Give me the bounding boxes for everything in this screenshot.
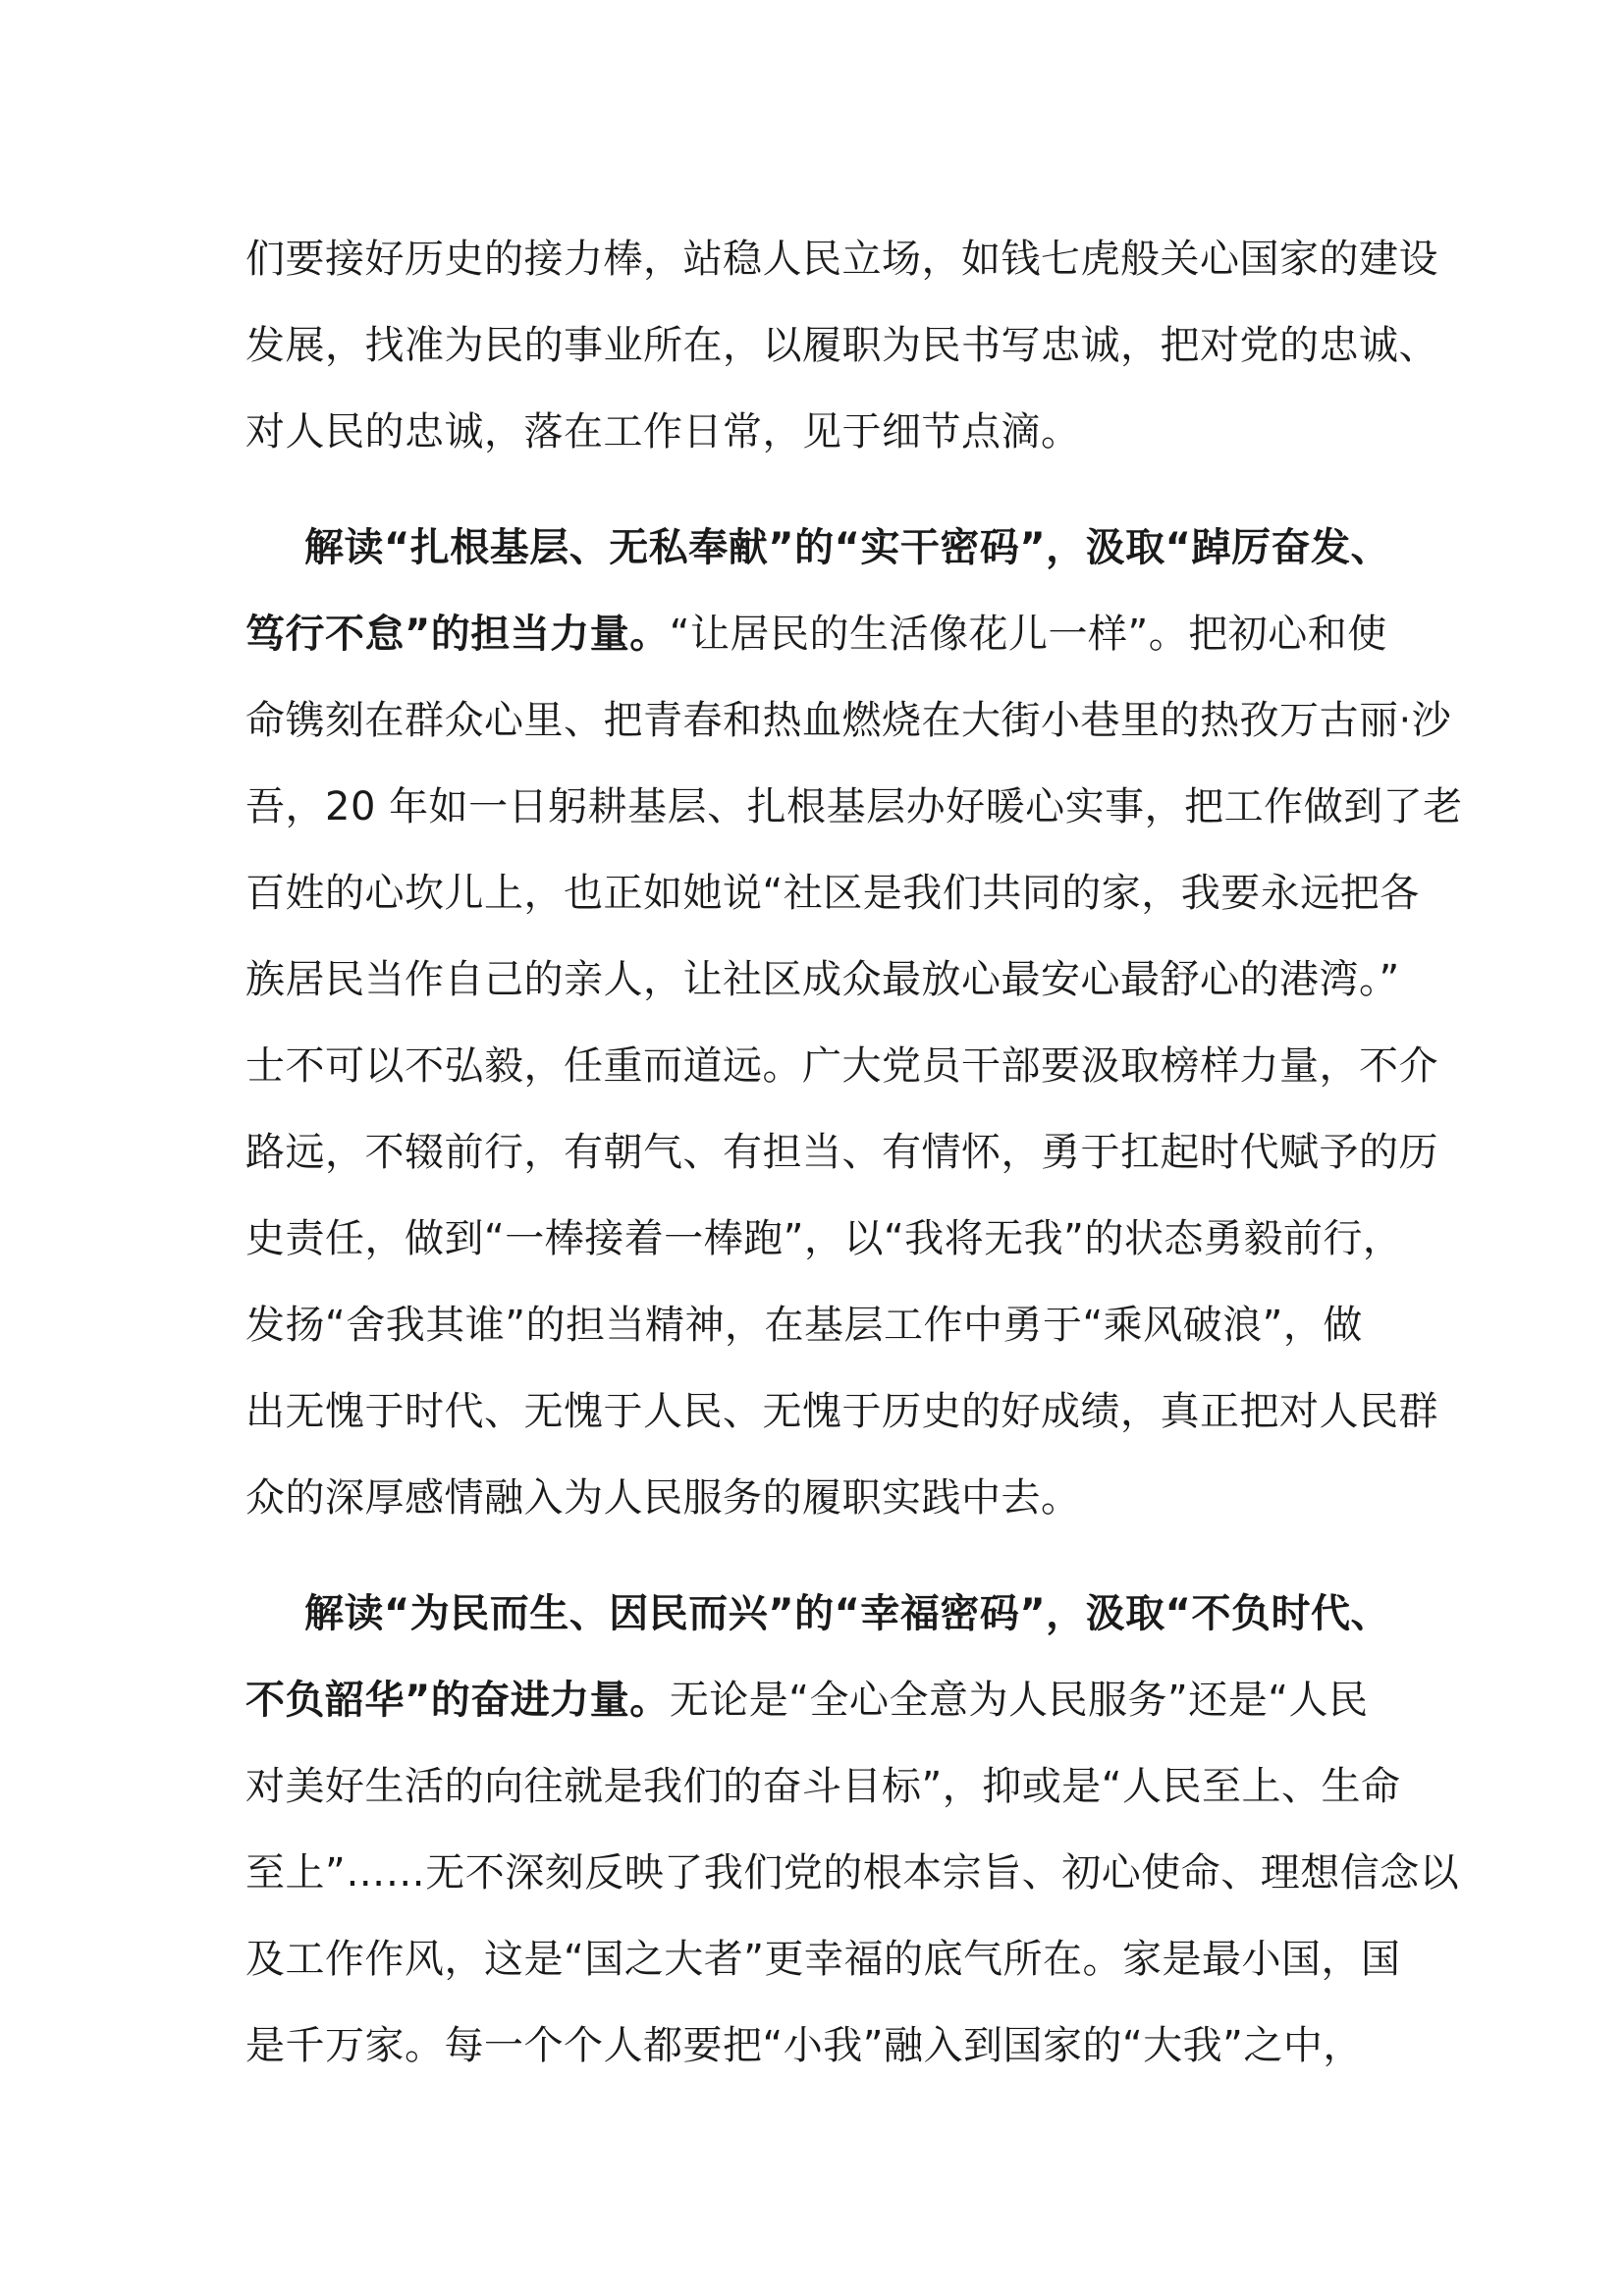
text-line <box>245 1109 1438 1196</box>
text-run: 无论是“全心全意为人民服务”还是“人民 <box>669 1678 1369 1723</box>
paragraph-3 <box>245 1571 1460 2089</box>
text-line <box>245 591 1394 677</box>
text-run: 史责任，做到“一棒接着一棒跑”，以“我将无我”的状态勇毅前行， <box>245 1216 1403 1261</box>
text-run: 对美好生活的向往就是我们的奋斗目标”，抑或是“人民至上、生命 <box>245 1764 1401 1809</box>
text-run: 出无愧于时代、无愧于人民、无愧于历史的好成绩，真正把对人民群 <box>245 1389 1438 1434</box>
text-line <box>245 1571 1394 1657</box>
text-run: 发展，找准为民的事业所在，以履职为民书写忠诚，把对党的忠诚、 <box>245 323 1438 368</box>
text-run: 对人民的忠诚，落在工作日常，见于细节点滴。 <box>245 409 1081 454</box>
text-line <box>245 1830 1460 1916</box>
text-run: 吾，20 年如一日躬耕基层、扎根基层办好暖心实事，把工作做到了老 <box>245 784 1463 829</box>
text-line <box>245 1657 1394 1743</box>
text-line <box>245 1368 1438 1455</box>
text-run: 命镌刻在群众心里、把青春和热血燃烧在大街小巷里的热孜万古丽·沙 <box>245 698 1452 743</box>
bold-heading-run: 笃行不怠”的担当力量。 <box>245 612 670 657</box>
text-run: 族居民当作自己的亲人，让社区成众最放心最安心最舒心的港湾。” <box>245 957 1400 1002</box>
text-line <box>245 302 1438 389</box>
text-run: 至上”……无不深刻反映了我们党的根本宗旨、初心使命、理想信念以 <box>245 1850 1460 1896</box>
bold-heading-run: 解读“扎根基层、无私奉献”的“实干密码”，汲取“踔厉奋发、 <box>304 525 1390 570</box>
text-line <box>245 389 1394 475</box>
text-line <box>245 1196 1403 1282</box>
paragraph-1 <box>245 216 1438 475</box>
text-line <box>245 1916 1401 2002</box>
text-line <box>245 1282 1394 1368</box>
text-line <box>245 1023 1438 1109</box>
text-run: 们要接好历史的接力棒，站稳人民立场，如钱七虎般关心国家的建设 <box>245 237 1438 282</box>
paragraph-2 <box>245 505 1463 1541</box>
text-run: 是千万家。每一个个人都要把“小我”融入到国家的“大我”之中， <box>245 2023 1363 2068</box>
text-line <box>245 936 1400 1023</box>
text-run: 众的深厚感情融入为人民服务的履职实践中去。 <box>245 1475 1081 1521</box>
text-run: 路远，不辍前行，有朝气、有担当、有情怀，勇于扛起时代赋予的历 <box>245 1130 1438 1175</box>
text-run: 百姓的心坎儿上，也正如她说“社区是我们共同的家，我要永远把各 <box>245 871 1420 916</box>
text-line <box>245 2002 1394 2089</box>
text-line <box>245 505 1394 591</box>
text-line <box>245 764 1463 850</box>
text-run: 士不可以不弘毅，任重而道远。广大党员干部要汲取榜样力量，不介 <box>245 1043 1438 1089</box>
bold-heading-run: 不负韶华”的奋进力量。 <box>245 1678 670 1723</box>
text-line <box>245 216 1438 302</box>
text-run: 发扬“舍我其谁”的担当精神，在基层工作中勇于“乘风破浪”，做 <box>245 1303 1363 1348</box>
text-line <box>245 850 1420 936</box>
text-run: 及工作作风，这是“国之大者”更幸福的底气所在。家是最小国，国 <box>245 1937 1401 1982</box>
document-page <box>245 216 1463 2089</box>
text-line <box>245 1743 1401 1830</box>
bold-heading-run: 解读“为民而生、因民而兴”的“幸福密码”，汲取“不负时代、 <box>304 1591 1390 1636</box>
text-line <box>245 677 1452 764</box>
text-run: “让居民的生活像花儿一样”。把初心和使 <box>669 612 1387 657</box>
text-line <box>245 1455 1394 1541</box>
